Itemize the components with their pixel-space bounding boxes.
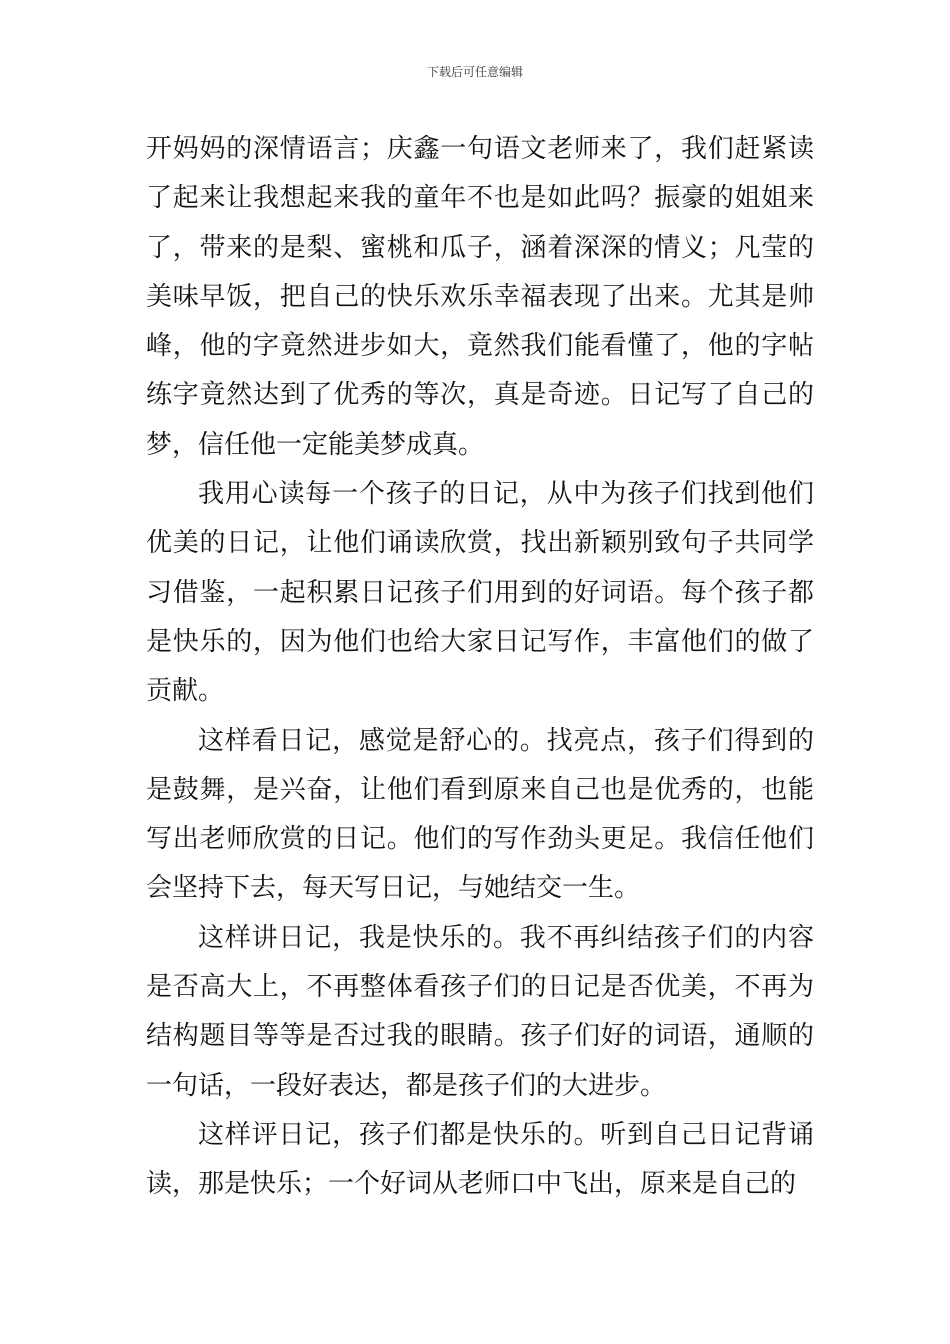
page-header: 下载后可任意编辑 (426, 65, 523, 79)
paragraph-1: 开妈妈的深情语言；庆鑫一句语文老师来了，我们赶紧读了起来让我想起来我的童年不也是如此吗？振豪的姐姐来了，带来的是梨、蜜桃和瓜子，涵着深深的情义；凡莹的美味早饭，把自己的快乐欢乐幸福表现了出来。尤其是帅峰，他的字竟然进步如大，竟然我们能看懂了，他的字帖练字竟然达到了优秀的等次，真是奇迹。日记写了自己的梦，信任他一定能美梦成真。 (146, 134, 814, 460)
paragraph-5: 这样评日记，孩子们都是快乐的。听到自己日记背诵读，那是快乐；一个好词从老师口中飞出，原来是自己的 (146, 1119, 814, 1200)
paragraph-3: 这样看日记，感觉是舒心的。找亮点，孩子们得到的是鼓舞，是兴奋，让他们看到原来自己也是优秀的，也能写出老师欣赏的日记。他们的写作劲头更足。我信任他们会坚持下去，每天写日记，与她结交一生。 (146, 725, 814, 904)
paragraph-4: 这样讲日记，我是快乐的。我不再纠结孩子们的内容是否高大上，不再整体看孩子们的日记是否优美，不再为结构题目等等是否过我的眼睛。孩子们好的词语，通顺的一句话，一段好表达，都是孩子们的大进步。 (146, 922, 814, 1101)
document-body (146, 125, 814, 1210)
paragraph-2: 我用心读每一个孩子的日记，从中为孩子们找到他们优美的日记，让他们诵读欣赏，找出新颖别致句子共同学习借鉴，一起积累日记孩子们用到的好词语。每个孩子都是快乐的，因为他们也给大家日记写作，丰富他们的做了贡献。 (146, 479, 814, 707)
